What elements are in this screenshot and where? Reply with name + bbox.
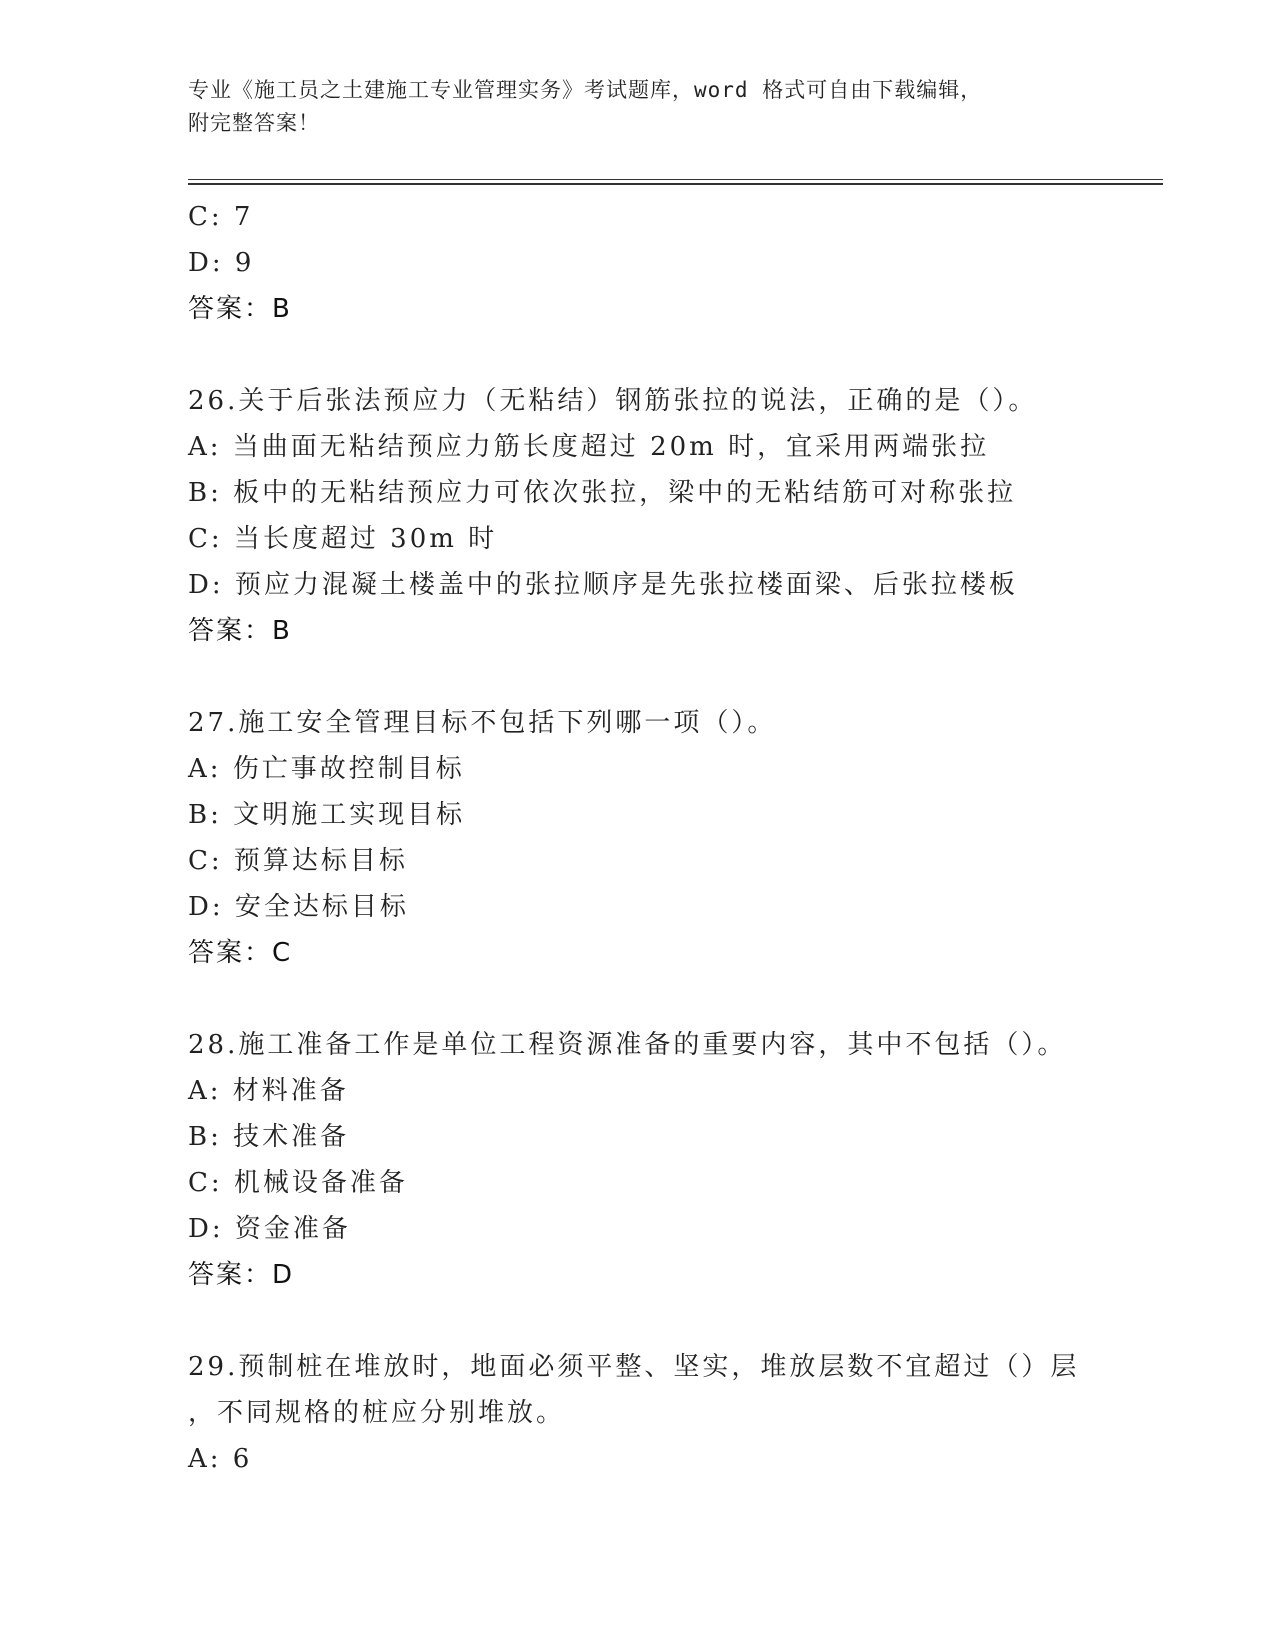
question-26: [188, 378, 1088, 654]
option-a: A: 材料准备: [188, 1076, 349, 1106]
question-stem: 26.关于后张法预应力（无粘结）钢筋张拉的说法，正确的是（）。: [188, 386, 1038, 416]
option-c: C: 预算达标目标: [188, 846, 408, 876]
option-b: B: 技术准备: [188, 1122, 350, 1152]
question-stem: 29.预制桩在堆放时，地面必须平整、坚实，堆放层数不宜超过（）层: [188, 1352, 1080, 1382]
spacer: [188, 976, 1088, 1022]
option-a: A: 伤亡事故控制目标: [188, 754, 465, 784]
answer-line: 答案：B: [188, 294, 292, 324]
header-divider-thick: [188, 183, 1163, 185]
header-line-1: 专业《施工员之土建施工专业管理实务》考试题库，word 格式可自由下载编辑，: [188, 78, 983, 102]
question-stem: 27.施工安全管理目标不包括下列哪一项（）。: [188, 708, 777, 738]
question-list: [188, 194, 1088, 1482]
option-c: C: 7: [188, 202, 254, 232]
option-b: B: 文明施工实现目标: [188, 800, 466, 830]
option-a: A: 6: [188, 1444, 253, 1474]
spacer: [188, 654, 1088, 700]
option-a: A: 当曲面无粘结预应力筋长度超过 20m 时，宜采用两端张拉: [188, 432, 990, 462]
previous-question-tail: [188, 194, 1088, 332]
option-c: C: 机械设备准备: [188, 1168, 408, 1198]
question-29: [188, 1344, 1088, 1482]
answer-line: 答案：C: [188, 938, 293, 968]
option-b: B: 板中的无粘结预应力可依次张拉，梁中的无粘结筋可对称张拉: [188, 478, 1017, 508]
header-note: [188, 74, 1088, 140]
question-27: [188, 700, 1088, 976]
spacer: [188, 332, 1088, 378]
answer-line: 答案：B: [188, 616, 292, 646]
option-d: D: 9: [188, 248, 255, 278]
option-c: C: 当长度超过 30m 时: [188, 524, 498, 554]
question-stem-continued: ，不同规格的桩应分别堆放。: [188, 1398, 566, 1428]
header-line-2: 附完整答案！: [188, 111, 320, 135]
header-divider-thin: [188, 179, 1163, 180]
question-28: [188, 1022, 1088, 1298]
option-d: D: 安全达标目标: [188, 892, 409, 922]
option-d: D: 资金准备: [188, 1214, 351, 1244]
spacer: [188, 1298, 1088, 1344]
option-d: D: 预应力混凝土楼盖中的张拉顺序是先张拉楼面梁、后张拉楼板: [188, 570, 1018, 600]
question-stem: 28.施工准备工作是单位工程资源准备的重要内容，其中不包括（）。: [188, 1030, 1067, 1060]
answer-line: 答案：D: [188, 1260, 295, 1290]
